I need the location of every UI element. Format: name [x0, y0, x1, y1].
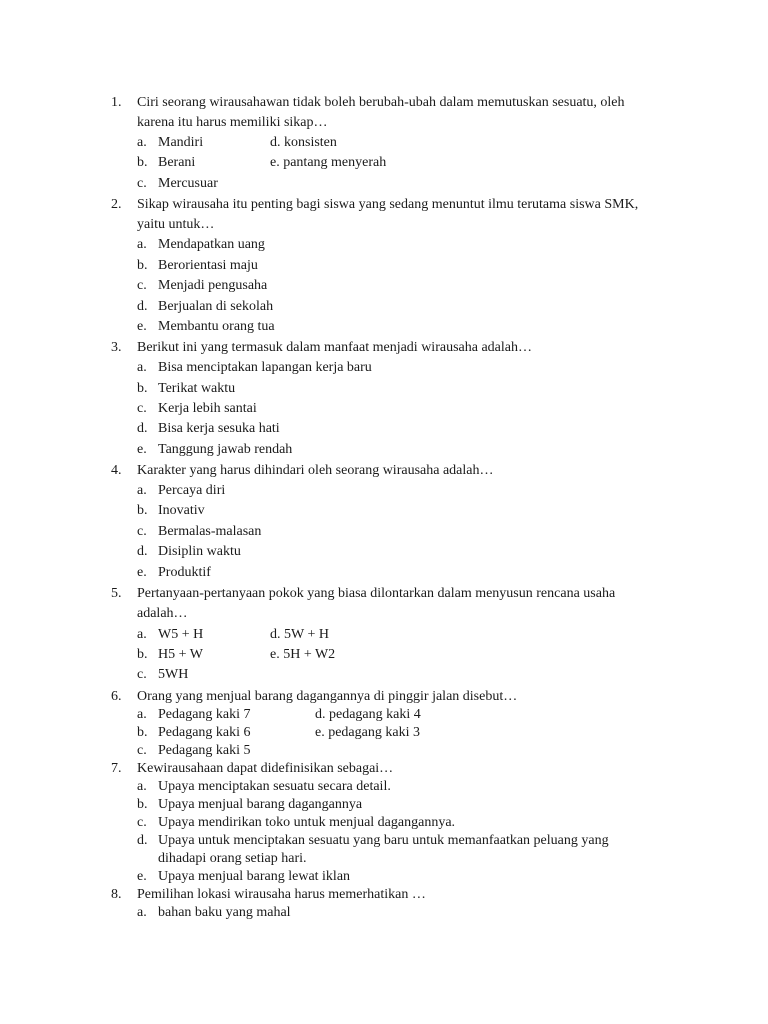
option-text: Bisa menciptakan lapangan kerja baru — [158, 360, 372, 375]
option-text: Upaya menjual barang lewat iklan — [158, 869, 351, 884]
question-text: Karakter yang harus dihindari oleh seorang wirausaha adalah… — [137, 463, 494, 478]
option-text: Pedagang kaki 6 — [158, 725, 251, 740]
option-letter: e. — [137, 565, 147, 580]
question-2 — [0, 195, 768, 337]
option-text: bahan baku yang mahal — [158, 905, 291, 920]
option-letter: b. — [137, 155, 148, 170]
option-letter: a. — [137, 627, 147, 642]
option-text: 5WH — [158, 667, 189, 682]
question-text: Orang yang menjual barang dagangannya di pinggir jalan disebut… — [137, 689, 518, 704]
option-letter: a. — [137, 707, 147, 722]
option-letter: b. — [137, 258, 148, 273]
option-text-right: d. 5W + H — [270, 627, 329, 642]
option-letter: d. — [137, 544, 148, 559]
question-number: 3. — [111, 340, 122, 355]
question-number: 2. — [111, 197, 122, 212]
option-letter: d. — [137, 421, 148, 436]
option-letter: a. — [137, 779, 147, 794]
question-6 — [0, 688, 768, 760]
option-text: Mendapatkan uang — [158, 237, 265, 252]
question-4 — [0, 461, 768, 583]
option-letter: e. — [137, 869, 147, 884]
question-text: Pertanyaan-pertanyaan pokok yang biasa dilontarkan dalam menyusun rencana usaha — [137, 586, 616, 601]
option-text: Berjualan di sekolah — [158, 299, 274, 314]
option-text-right: d. pedagang kaki 4 — [315, 707, 421, 722]
question-number: 1. — [111, 95, 122, 110]
option-letter: c. — [137, 815, 147, 830]
option-text: Disiplin waktu — [158, 544, 241, 559]
option-text-right: d. konsisten — [270, 135, 337, 150]
option-text: Bermalas-malasan — [158, 524, 262, 539]
option-letter: d. — [137, 833, 148, 848]
question-7 — [0, 760, 768, 886]
question-text-continued: yaitu untuk… — [137, 217, 215, 232]
option-text: Bisa kerja sesuka hati — [158, 421, 280, 436]
option-letter: a. — [137, 237, 147, 252]
option-text: Pedagang kaki 7 — [158, 707, 251, 722]
option-text-right: e. pantang menyerah — [270, 155, 387, 170]
option-text: Inovativ — [158, 503, 205, 518]
option-letter: d. — [137, 299, 148, 314]
question-text: Ciri seorang wirausahawan tidak boleh berubah-ubah dalam memutuskan sesuatu, oleh — [137, 95, 625, 110]
option-text: Mercusuar — [158, 176, 218, 191]
option-text: Kerja lebih santai — [158, 401, 257, 416]
question-3 — [0, 338, 768, 460]
option-text: Upaya untuk menciptakan sesuatu yang baru untuk memanfaatkan peluang yang — [158, 833, 609, 848]
option-letter: b. — [137, 647, 148, 662]
option-letter: e. — [137, 442, 147, 457]
option-text: Upaya mendirikan toko untuk menjual dagangannya. — [158, 815, 456, 830]
option-text: Berorientasi maju — [158, 258, 258, 273]
question-number: 4. — [111, 463, 122, 478]
question-number: 6. — [111, 689, 122, 704]
option-text: W5 + H — [158, 627, 204, 642]
option-letter: b. — [137, 381, 148, 396]
option-letter: a. — [137, 135, 147, 150]
question-number: 8. — [111, 887, 122, 902]
option-letter: a. — [137, 483, 147, 498]
option-letter: c. — [137, 667, 147, 682]
option-text: Menjadi pengusaha — [158, 278, 268, 293]
question-number: 7. — [111, 761, 122, 776]
question-number: 5. — [111, 586, 122, 601]
option-text: Percaya diri — [158, 483, 226, 498]
option-text-right: e. 5H + W2 — [270, 647, 336, 662]
option-text: Pedagang kaki 5 — [158, 743, 251, 758]
option-letter: a. — [137, 360, 147, 375]
option-letter: c. — [137, 524, 147, 539]
option-text: Mandiri — [158, 135, 204, 150]
option-letter: c. — [137, 176, 147, 191]
option-text: H5 + W — [158, 647, 203, 662]
question-text-continued: adalah… — [137, 606, 188, 621]
option-letter: b. — [137, 725, 148, 740]
option-letter: a. — [137, 905, 147, 920]
option-text: Upaya menjual barang dagangannya — [158, 797, 363, 812]
option-letter: b. — [137, 797, 148, 812]
question-5 — [0, 584, 768, 685]
question-8 — [0, 886, 768, 922]
option-text: Terikat waktu — [158, 381, 236, 396]
question-text: Pemilihan lokasi wirausaha harus memerhatikan … — [137, 887, 426, 902]
question-text-continued: karena itu harus memiliki sikap… — [137, 115, 328, 130]
option-text: Berani — [158, 155, 196, 170]
option-letter: b. — [137, 503, 148, 518]
question-1 — [0, 93, 768, 194]
option-text-continued: dihadapi orang setiap hari. — [158, 851, 307, 866]
option-letter: c. — [137, 743, 147, 758]
option-letter: c. — [137, 278, 147, 293]
question-text: Sikap wirausaha itu penting bagi siswa yang sedang menuntut ilmu terutama siswa SMK, — [137, 197, 639, 212]
question-text: Berikut ini yang termasuk dalam manfaat menjadi wirausaha adalah… — [137, 340, 532, 355]
option-text: Membantu orang tua — [158, 319, 275, 334]
option-letter: c. — [137, 401, 147, 416]
option-text: Upaya menciptakan sesuatu secara detail. — [158, 779, 391, 794]
question-text: Kewirausahaan dapat didefinisikan sebagai… — [137, 761, 394, 776]
option-text-right: e. pedagang kaki 3 — [315, 725, 420, 740]
option-letter: e. — [137, 319, 147, 334]
option-text: Produktif — [158, 565, 211, 580]
option-text: Tanggung jawab rendah — [158, 442, 293, 457]
